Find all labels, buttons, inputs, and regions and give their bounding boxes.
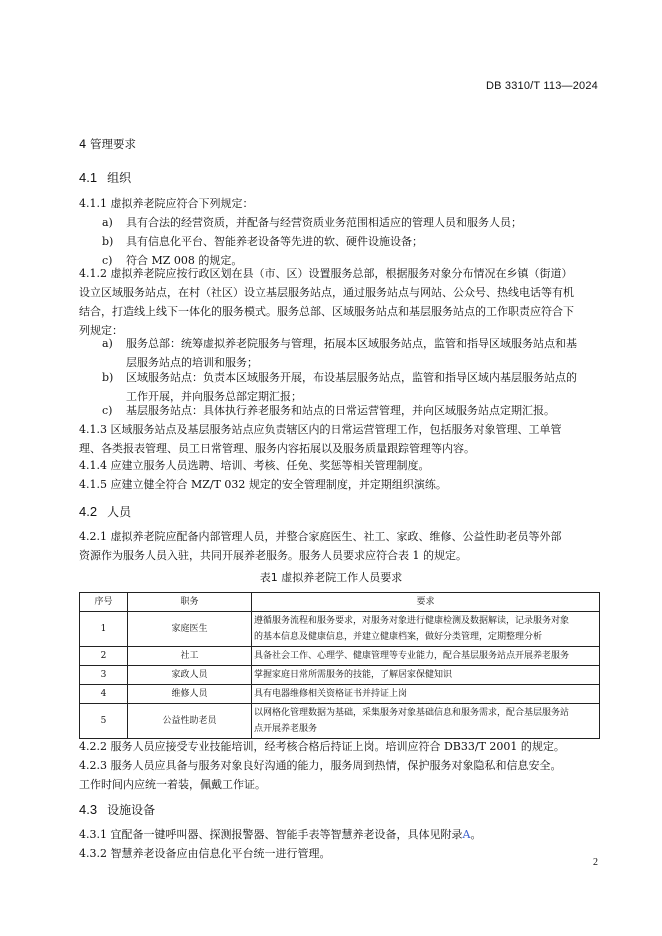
section-title: 设施设备 bbox=[107, 803, 156, 817]
paragraph-end: 。 bbox=[470, 828, 482, 841]
table-header-row bbox=[80, 593, 600, 612]
list-label: b) bbox=[102, 235, 114, 248]
paragraph-line: 4.2.1 虚拟养老院应配备内部管理人员，并整合家庭医生、社工、家政、维修、公益性助老员等外部 bbox=[79, 530, 562, 543]
list-text: 符合 MZ 008 的规定。 bbox=[126, 254, 243, 267]
list-text: 服务总部：统筹虚拟养老院服务与管理，拓展本区域服务站点，监管和指导区域服务站点和基 bbox=[126, 337, 577, 350]
paragraph-text: 4.3.1 宜配备一键呼叫器、探测报警器、智能手表等智慧养老设备，具体见附录 bbox=[79, 828, 463, 841]
clause-4-3-1 bbox=[79, 825, 600, 844]
list-item bbox=[102, 401, 600, 420]
row-role: 家庭医生 bbox=[128, 612, 252, 647]
row-number: 2 bbox=[80, 647, 128, 666]
clause-4-1-3 bbox=[79, 420, 600, 458]
section-number: 4.3 bbox=[79, 802, 98, 817]
row-requirement: 具备社会工作、心理学、健康管理等专业能力，配合基层服务站点开展养老服务 bbox=[252, 647, 600, 666]
clause-4-3-2: 4.3.2 智慧养老设备应由信息化平台统一进行管理。 bbox=[79, 847, 331, 860]
paragraph-line: 结合，打造线上线下一体化的服务模式。服务总部、区域服务站点和基层服务站点的工作职责应符合下 bbox=[79, 305, 574, 318]
page-number: 2 bbox=[593, 857, 598, 868]
row-number: 4 bbox=[80, 685, 128, 704]
table-row bbox=[80, 685, 600, 704]
list-text-continued: 层服务站点的培训和服务； bbox=[126, 356, 258, 369]
section-number: 4.2 bbox=[79, 504, 98, 519]
list-label: c) bbox=[102, 254, 113, 267]
paragraph-line: 列规定： bbox=[79, 324, 123, 337]
staff-requirements-table bbox=[79, 592, 600, 739]
clause-4-2-3 bbox=[79, 756, 600, 794]
column-header: 要求 bbox=[252, 593, 600, 612]
row-role: 维修人员 bbox=[128, 685, 252, 704]
table-row bbox=[80, 612, 600, 647]
list-label: a) bbox=[102, 216, 113, 229]
row-role: 公益性助老员 bbox=[128, 704, 252, 739]
paragraph-line: 4.1.3 区域服务站点及基层服务站点应负责辖区内的日常运营管理工作，包括服务对象管理、工单管 bbox=[79, 423, 562, 436]
list-text: 具有信息化平台、智能养老设备等先进的软、硬件设施设备； bbox=[126, 235, 423, 248]
column-header: 序号 bbox=[80, 593, 128, 612]
row-number: 1 bbox=[80, 612, 128, 647]
table-row bbox=[80, 666, 600, 685]
appendix-a-link[interactable]: A bbox=[462, 828, 471, 841]
paragraph-line: 理、各类报表管理、员工日常管理、服务内容拓展以及服务质量跟踪管理等内容。 bbox=[79, 442, 475, 455]
row-role: 社工 bbox=[128, 647, 252, 666]
row-role: 家政人员 bbox=[128, 666, 252, 685]
row-requirement: 具有电器维修相关资格证书并持证上岗 bbox=[252, 685, 600, 704]
row-number: 5 bbox=[80, 704, 128, 739]
clause-4-2-2: 4.2.2 服务人员应接受专业技能培训，经考核合格后持证上岗。培训应符合 DB33/T 2001 的规定。 bbox=[79, 740, 565, 753]
table-row bbox=[80, 704, 600, 739]
list-text-continued: 工作开展，并向服务总部定期汇报； bbox=[126, 390, 302, 403]
row-requirement: 以网格化管理数据为基础，采集服务对象基础信息和服务需求，配合基层服务站 点开展养老服务 bbox=[252, 704, 600, 739]
list-item bbox=[102, 232, 600, 251]
document-code: DB 3310/T 113—2024 bbox=[485, 80, 598, 92]
list-item bbox=[102, 213, 600, 232]
clause-4-2-1 bbox=[79, 527, 600, 565]
section-number: 4.1 bbox=[79, 170, 98, 185]
list-label: a) bbox=[102, 337, 113, 350]
paragraph-line: 4.2.3 服务人员应具备与服务对象良好沟通的能力，服务周到热情，保护服务对象隐私和信息安全。 bbox=[79, 759, 562, 772]
clause-4-1-5: 4.1.5 应建立健全符合 MZ/T 032 规定的安全管理制度，并定期组织演练。 bbox=[79, 478, 447, 491]
paragraph-line: 资源作为服务人员入驻，共同开展养老服务。服务人员要求应符合表 1 的规定。 bbox=[79, 549, 467, 562]
section-4-1-heading bbox=[79, 169, 131, 186]
clause-4-1-1: 4.1.1 虚拟养老院应符合下列规定： bbox=[79, 197, 254, 210]
row-requirement: 掌握家庭日常所需服务的技能，了解居家保健知识 bbox=[252, 666, 600, 685]
list-text: 基层服务站点：具体执行养老服务和站点的日常运营管理，并向区域服务站点定期汇报。 bbox=[126, 404, 555, 417]
list-text: 具有合法的经营资质，并配备与经营资质业务范围相适应的管理人员和服务人员； bbox=[126, 216, 522, 229]
list-label: b) bbox=[102, 371, 114, 384]
list-item bbox=[102, 334, 600, 372]
section-4-3-heading bbox=[79, 801, 155, 818]
row-requirement: 遵循服务流程和服务要求，对服务对象进行健康检测及数据解读，记录服务对象 的基本信息及健康信息，并建立健康档案，做好分类管理，定期整理分析 bbox=[252, 612, 600, 647]
list-label: c) bbox=[102, 404, 113, 417]
table-row bbox=[80, 647, 600, 666]
paragraph-line: 4.1.2 虚拟养老院应按行政区划在县（市、区）设置服务总部，根据服务对象分布情况在乡镇（街道） bbox=[79, 267, 573, 280]
clause-4-1-2 bbox=[79, 264, 600, 340]
row-number: 3 bbox=[80, 666, 128, 685]
table-caption: 表1 虚拟养老院工作人员要求 bbox=[259, 571, 403, 584]
section-title: 人员 bbox=[107, 505, 132, 519]
column-header: 职务 bbox=[128, 593, 252, 612]
section-title: 组织 bbox=[107, 171, 132, 185]
list-text: 区域服务站点：负责本区域服务开展，布设基层服务站点，监管和指导区域内基层服务站点的 bbox=[126, 371, 577, 384]
paragraph-line: 工作时间内应统一着装，佩戴工作证。 bbox=[79, 778, 266, 791]
clause-4-1-4: 4.1.4 应建立服务人员选聘、培训、考核、任免、奖惩等相关管理制度。 bbox=[79, 459, 430, 472]
section-4-2-heading bbox=[79, 503, 131, 520]
section-4-title: 4 管理要求 bbox=[79, 137, 136, 151]
paragraph-line: 设立区域服务站点，在村（社区）设立基层服务站点，通过服务站点与网站、公众号、热线电话等有机 bbox=[79, 286, 574, 299]
